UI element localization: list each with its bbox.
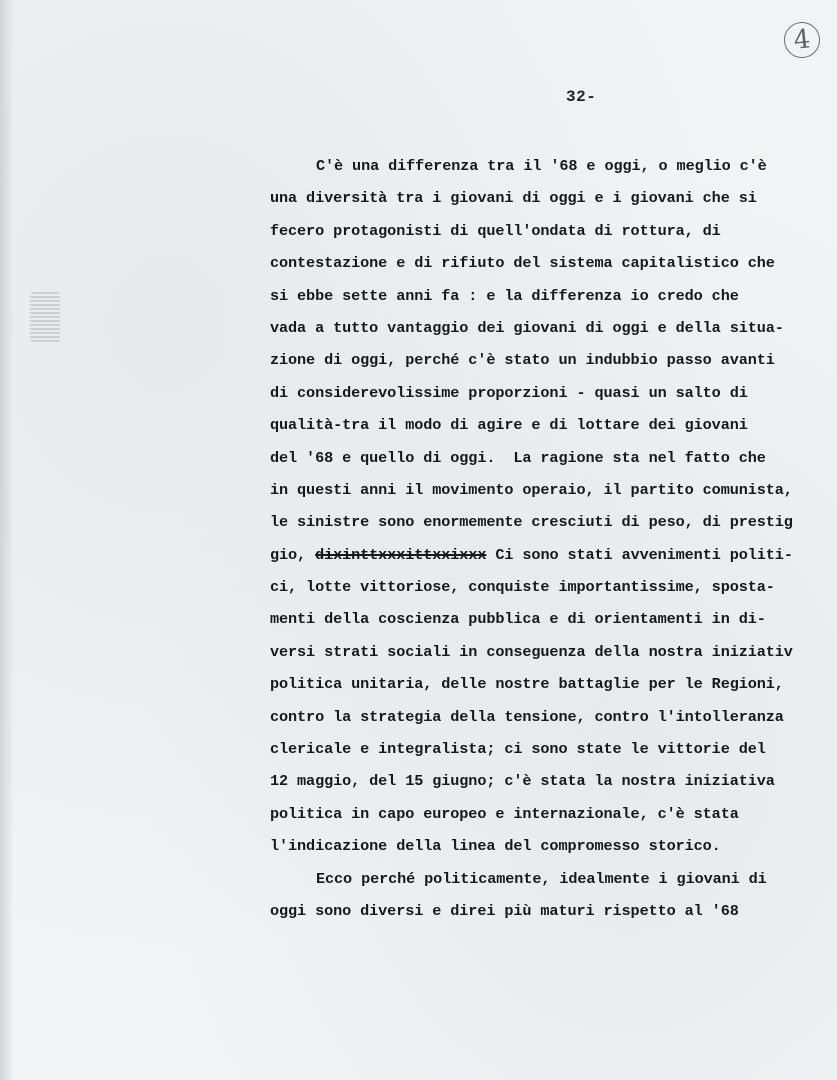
text-line: le sinistre sono enormemente cresciuti di peso, di prestig <box>270 513 793 532</box>
text-line: in questi anni il movimento operaio, il partito comunista, <box>270 480 793 499</box>
struck-out-text: dixinttxxxittxxixxx <box>315 545 487 564</box>
text-line-with-strikethrough <box>270 539 830 571</box>
scan-artifact-mark <box>30 292 60 342</box>
page-edge-shadow <box>0 0 14 1080</box>
typed-body-text <box>270 150 830 927</box>
text-line: Ecco perché politicamente, idealmente i giovani di <box>316 869 767 888</box>
text-line: politica unitaria, delle nostre battaglie per le Regioni, <box>270 675 784 694</box>
text-line: menti della coscienza pubblica e di orientamenti in di- <box>270 610 766 629</box>
text-line: zione di oggi, perché c'è stato un indubbio passo avanti <box>270 351 775 370</box>
text-line: l'indicazione della linea del compromesso storico. <box>270 837 721 856</box>
text-segment: gio, <box>270 545 307 564</box>
text-line: del '68 e quello di oggi. La ragione sta nel fatto che <box>270 448 766 467</box>
text-line: politica in capo europeo e internazionale, c'è stata <box>270 804 739 823</box>
text-line: qualità-tra il modo di agire e di lottare dei giovani <box>270 416 748 435</box>
text-line: 12 maggio, del 15 giugno; c'è stata la nostra iniziativa <box>270 772 775 791</box>
text-line: fecero protagonisti di quell'ondata di rottura, di <box>270 221 721 240</box>
text-line: una diversità tra i giovani di oggi e i giovani che si <box>270 189 757 208</box>
page-stamp-circled-number <box>782 20 822 60</box>
text-line: contro la strategia della tensione, contro l'intolleranza <box>270 707 784 726</box>
page-stamp-text: 4 <box>792 24 812 56</box>
text-line: vada a tutto vantaggio dei giovani di oggi e della situa- <box>270 318 784 337</box>
text-line: ci, lotte vittoriose, conquiste importantissime, sposta- <box>270 578 775 597</box>
page-number: 32- <box>566 88 597 106</box>
text-line: oggi sono diversi e direi più maturi rispetto al '68 <box>270 901 739 920</box>
text-segment: Ci sono stati avvenimenti politi- <box>486 545 793 564</box>
text-line: C'è una differenza tra il '68 e oggi, o meglio c'è <box>316 157 767 175</box>
text-line: versi strati sociali in conseguenza della nostra iniziativ <box>270 642 793 661</box>
text-line: si ebbe sette anni fa : e la differenza io credo che <box>270 286 739 305</box>
text-line: contestazione e di rifiuto del sistema capitalistico che <box>270 254 775 273</box>
text-line: di considerevolissime proporzioni - quasi un salto di <box>270 383 748 402</box>
text-line: clericale e integralista; ci sono state le vittorie del <box>270 740 766 759</box>
